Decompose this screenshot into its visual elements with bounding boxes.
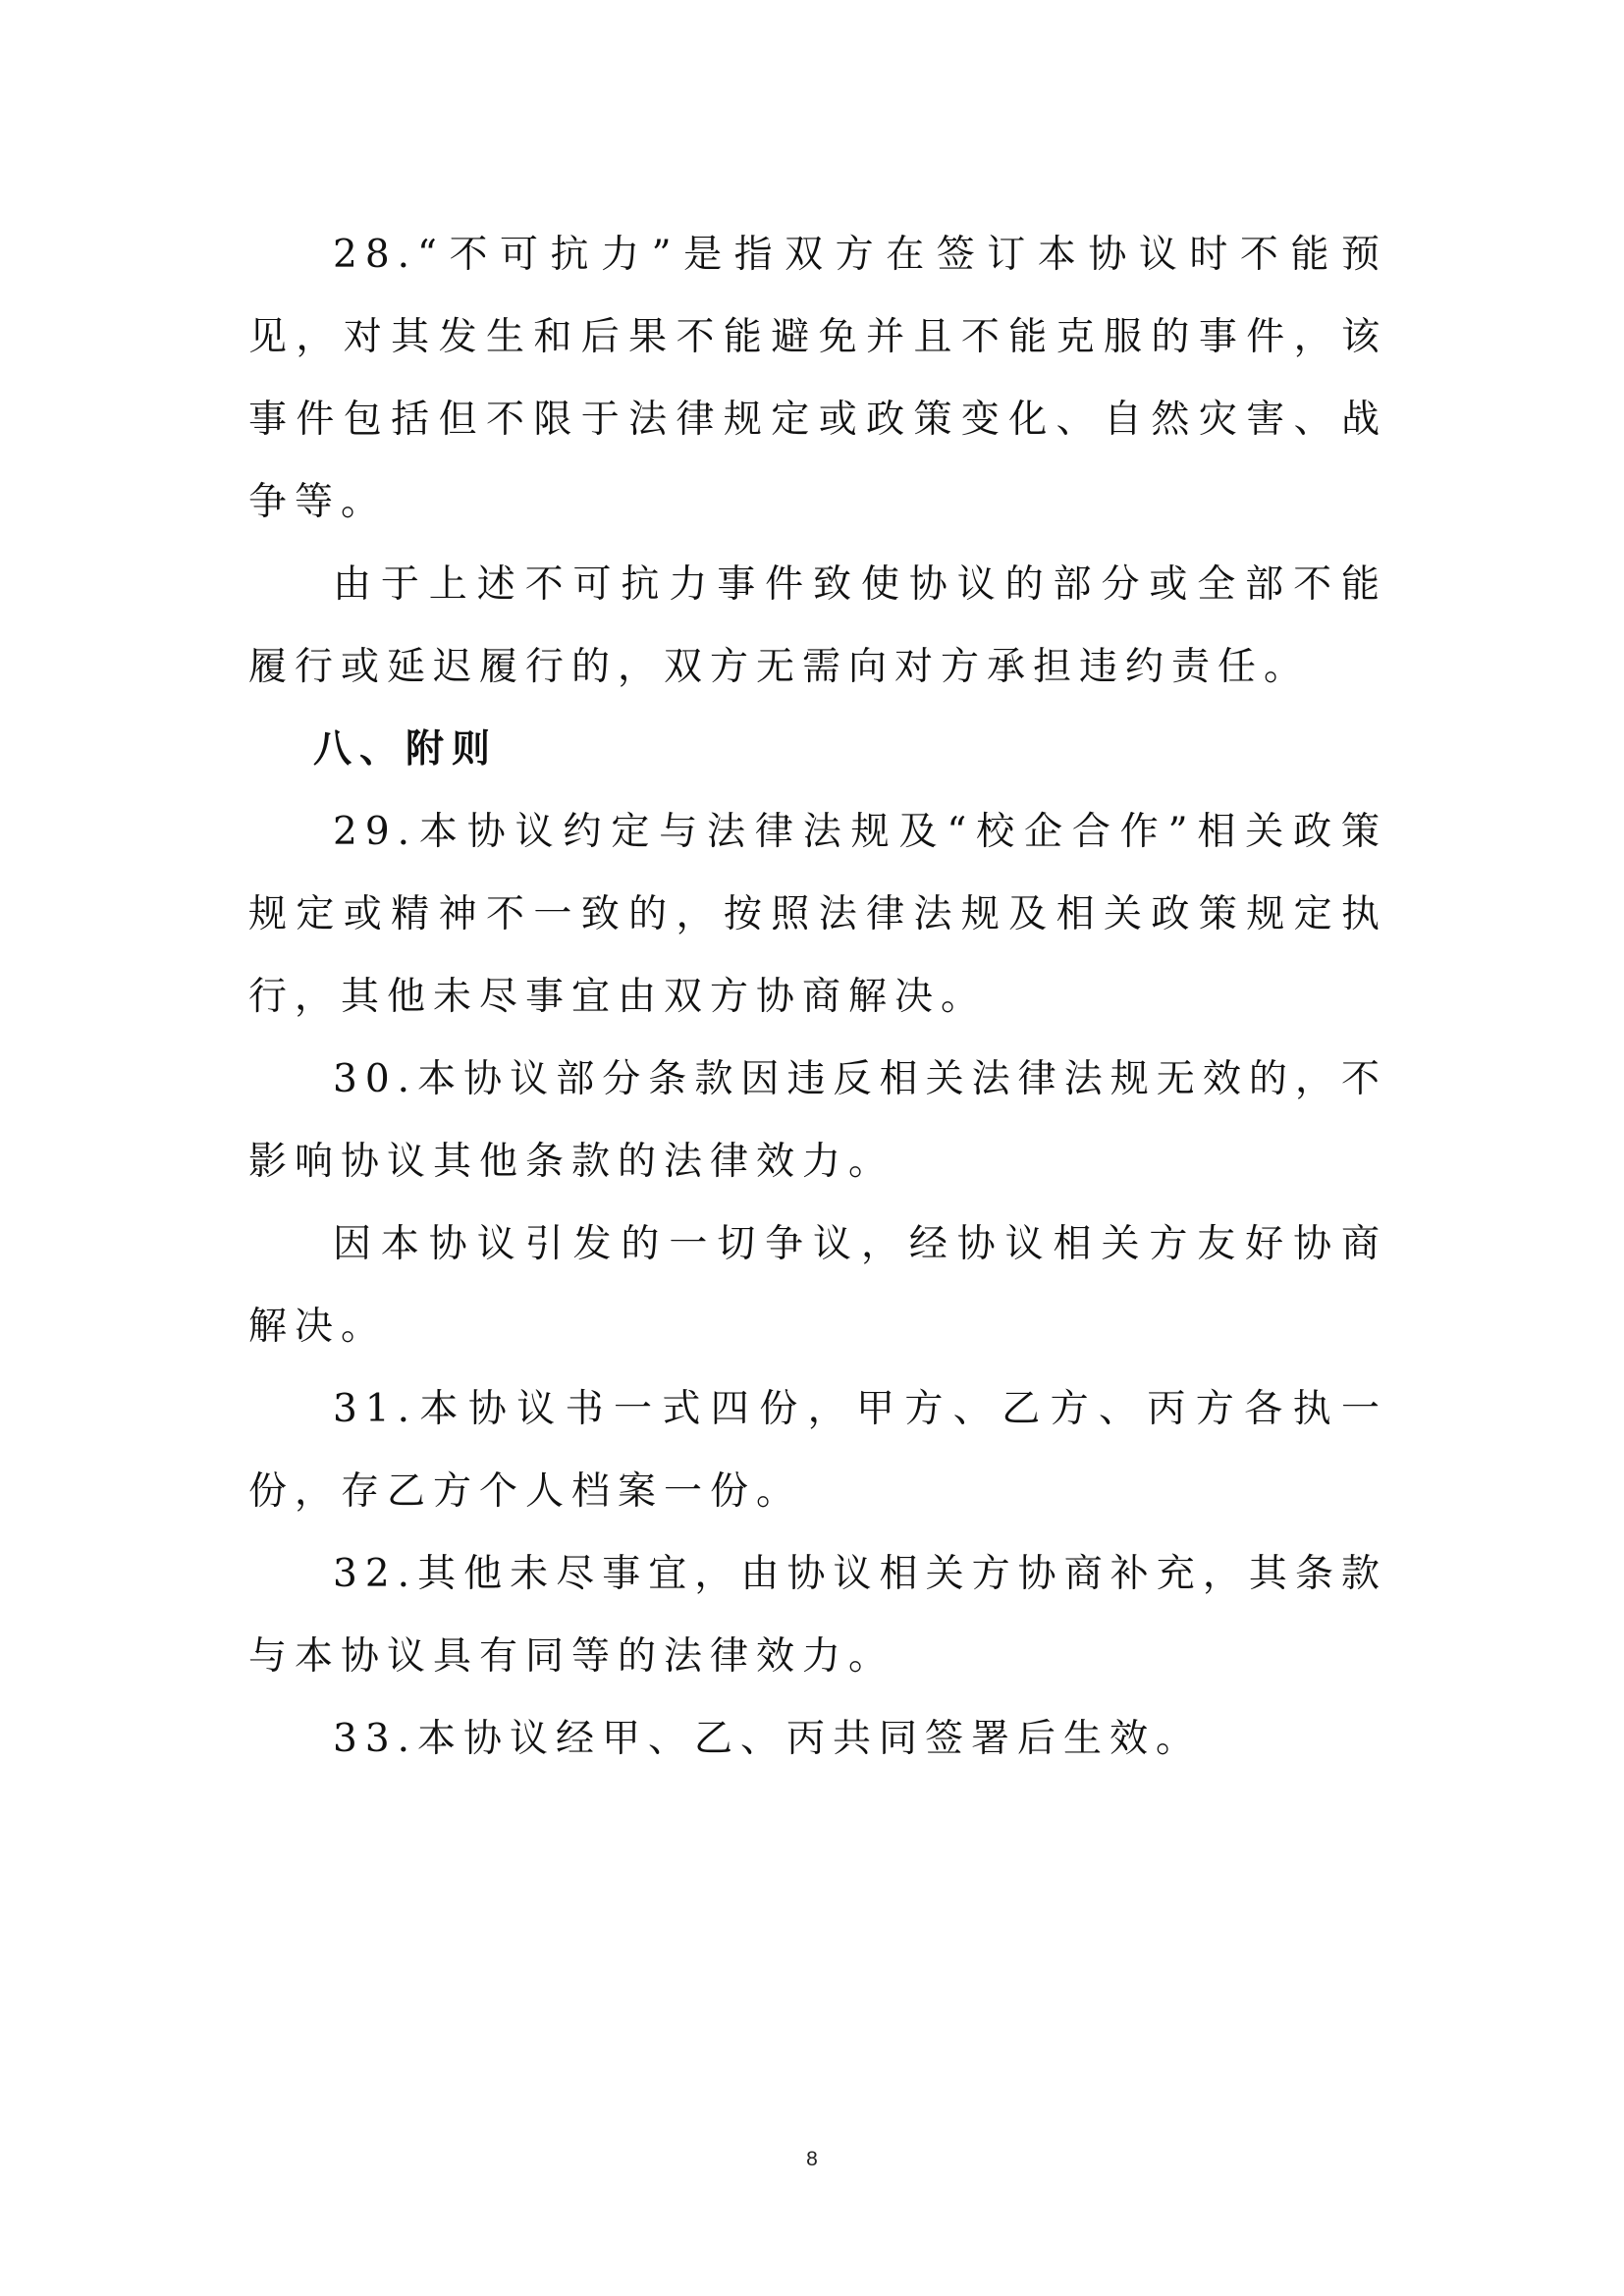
clause-28-force-majeure-definition: 28.“不可抗力”是指双方在签订本协议时不能预见，对其发生和后果不能避免并且不能克服的事件，该事件包括但不限于法律规定或政策变化、自然灾害、战争等。 [248, 233, 1387, 524]
clause-31: 31.本协议书一式四份，甲方、乙方、丙方各执一份，存乙方个人档案一份。 [248, 1387, 1387, 1514]
clause-28-force-majeure-liability: 由于上述不可抗力事件致使协议的部分或全部不能履行或延迟履行的，双方无需向对方承担违约责任。 [248, 562, 1387, 689]
clause-29: 29.本协议约定与法律法规及“校企合作”相关政策规定或精神不一致的，按照法律法规及相关政策规定执行，其他未尽事宜由双方协商解决。 [248, 810, 1387, 1019]
clause-33: 33.本协议经甲、乙、丙共同签署后生效。 [333, 1717, 1203, 1761]
clause-30: 30.本协议部分条款因违反相关法律法规无效的，不影响协议其他条款的法律效力。 [248, 1057, 1387, 1184]
page-number: 8 [806, 2148, 818, 2170]
document-body [248, 214, 1387, 1781]
clause-30-dispute-resolution: 因本协议引发的一切争议，经协议相关方友好协商解决。 [248, 1222, 1387, 1349]
section-heading-supplementary-provisions: 八、附则 [313, 727, 499, 772]
clause-32: 32.其他未尽事宜，由协议相关方协商补充，其条款与本协议具有同等的法律效力。 [248, 1552, 1387, 1679]
